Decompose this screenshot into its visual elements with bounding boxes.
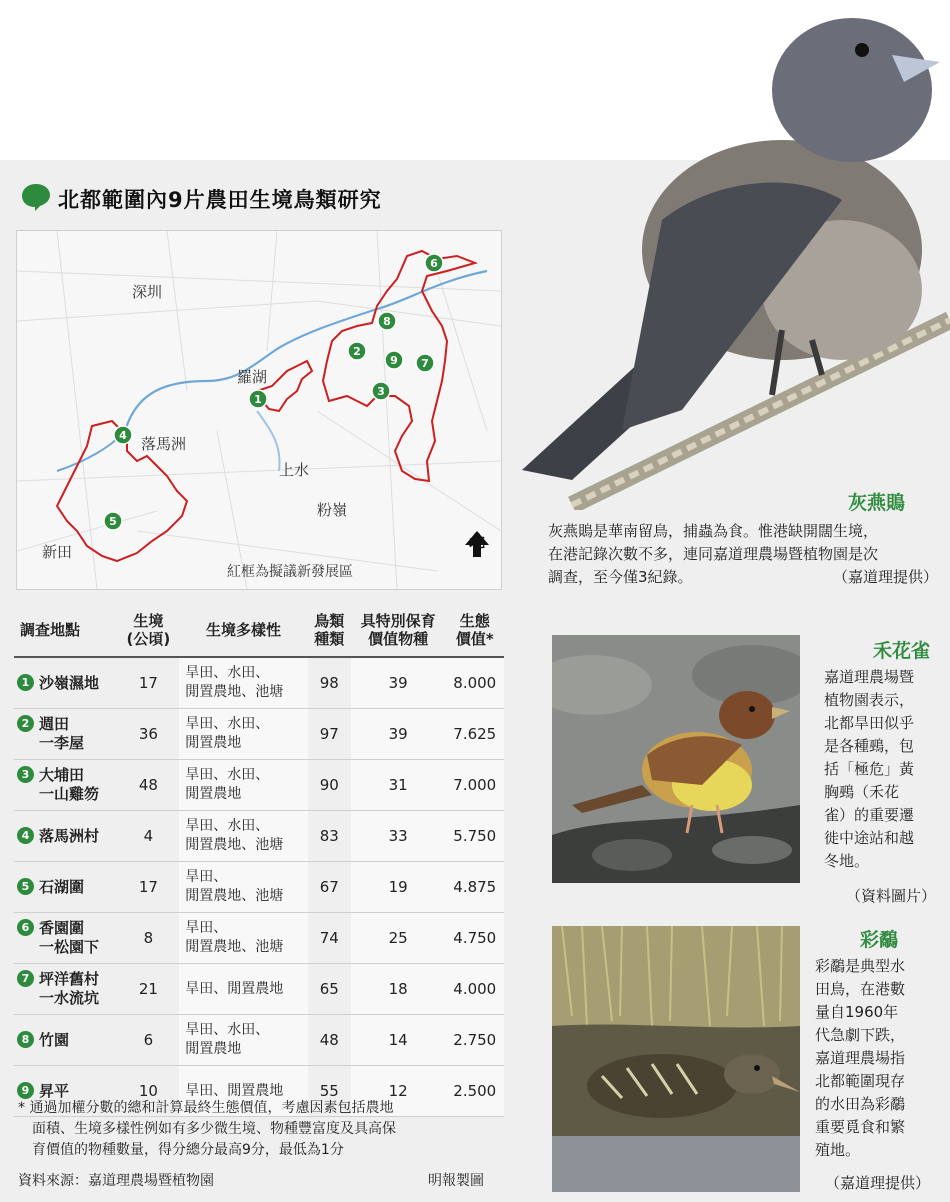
- habitat-cell: [179, 964, 308, 1015]
- habitat-line: 旱田、水田、: [185, 767, 270, 783]
- site-number-badge: 1: [17, 674, 34, 691]
- site-number-badge: 2: [17, 715, 34, 732]
- place-fanling: 粉嶺: [317, 501, 348, 519]
- north-indicator: [463, 529, 491, 552]
- footnote-line: 面積、生境多樣性例如有多少微生境、物種豐富度及具高保: [32, 1121, 396, 1137]
- table-row: [14, 760, 504, 811]
- painted-snipe-caption: [815, 955, 933, 1162]
- site-name: 竹園: [39, 1030, 70, 1049]
- site-number-badge: 4: [17, 827, 34, 844]
- site-name: 昇平: [39, 1081, 70, 1100]
- yellow-breasted-bunting-credit: （資料圖片）: [845, 887, 936, 905]
- svg-text:4: 4: [119, 429, 127, 442]
- table-row: [14, 657, 504, 709]
- svg-text:7: 7: [421, 357, 429, 370]
- header-special: 具特別保育 價值物種: [351, 604, 446, 657]
- place-san-tin: 新田: [42, 543, 73, 561]
- ecological-value-cell: 7.625: [446, 709, 504, 760]
- map-graphic: [17, 231, 501, 589]
- marker-4: [114, 426, 132, 444]
- marker-2: [348, 342, 366, 360]
- caption-line: 重要覓食和繁: [815, 1118, 906, 1136]
- caption-line: 徙中途站和越: [824, 829, 915, 847]
- ecological-value-cell: 4.750: [446, 913, 504, 964]
- area-cell: 17: [117, 657, 179, 709]
- habitat-cell: [179, 1015, 308, 1066]
- caption-line: 北都範圍現存: [815, 1072, 906, 1090]
- footnote: [18, 1098, 508, 1161]
- ecological-value-cell: 2.750: [446, 1015, 504, 1066]
- habitat-cell: [179, 760, 308, 811]
- site-cell: [14, 657, 117, 709]
- header-diversity: 生境多樣性: [179, 604, 308, 657]
- ashy-woodswallow-credit: （嘉道理提供）: [832, 568, 938, 586]
- footnote-line: * 通過加權分數的總和計算最終生態價值，考慮因素包括農地: [18, 1100, 394, 1116]
- place-lok-ma-chau: 落馬洲: [141, 435, 187, 453]
- bird-name-painted-snipe: 彩鷸: [860, 929, 899, 951]
- graphic-credit: 明報製圖: [428, 1173, 484, 1189]
- marker-8: [378, 312, 396, 330]
- site-name: 一松園下: [39, 938, 100, 956]
- svg-text:6: 6: [430, 257, 438, 270]
- caption-line: 殖地。: [815, 1141, 861, 1159]
- site-number-badge: 6: [17, 919, 34, 936]
- site-cell: [14, 964, 117, 1015]
- caption-line: 量自1960年: [815, 1003, 899, 1021]
- site-name: 沙嶺濕地: [39, 673, 100, 692]
- marker-5: [104, 512, 122, 530]
- habitat-line: 閒置農地、池塘: [185, 888, 284, 904]
- special-species-cell: 18: [351, 964, 446, 1015]
- area-cell: 48: [117, 760, 179, 811]
- special-species-cell: 19: [351, 862, 446, 913]
- road-network: [17, 231, 501, 589]
- species-cell: 83: [308, 811, 351, 862]
- painted-snipe-credit: （嘉道理提供）: [824, 1174, 930, 1192]
- habitat-cell: [179, 657, 308, 709]
- habitat-line: 閒置農地、池塘: [185, 939, 284, 955]
- site-number-badge: 3: [17, 766, 34, 783]
- ecological-value-cell: 4.875: [446, 862, 504, 913]
- special-species-cell: 39: [351, 709, 446, 760]
- table-row: [14, 811, 504, 862]
- area-cell: 17: [117, 862, 179, 913]
- place-sheung-shui: 上水: [279, 461, 310, 479]
- place-shenzhen: 深圳: [132, 283, 163, 301]
- svg-text:9: 9: [390, 354, 398, 367]
- habitat-line: 閒置農地、池塘: [185, 837, 284, 853]
- site-cell: [14, 709, 117, 760]
- caption-line: 冬地。: [824, 852, 870, 870]
- habitat-cell: [179, 862, 308, 913]
- yellow-breasted-bunting-caption: [824, 666, 936, 873]
- site-number-badge: 9: [17, 1082, 34, 1099]
- habitat-line: 旱田、: [185, 920, 228, 936]
- special-species-cell: 25: [351, 913, 446, 964]
- special-species-cell: 12: [351, 1066, 446, 1117]
- ecological-value-cell: 5.750: [446, 811, 504, 862]
- species-cell: 90: [308, 760, 351, 811]
- data-source: 資料來源：嘉道理農場暨植物園: [18, 1173, 214, 1189]
- site-name: 一水流坑: [39, 989, 100, 1007]
- area-cell: 6: [117, 1015, 179, 1066]
- map: [16, 230, 502, 590]
- footnote-line: 育價值的物種數量，得分總分最高9分，最低為1分: [32, 1142, 344, 1158]
- habitat-line: 旱田、閒置農地: [185, 980, 284, 997]
- species-cell: 67: [308, 862, 351, 913]
- special-species-cell: 14: [351, 1015, 446, 1066]
- table-row: [14, 1015, 504, 1066]
- svg-text:3: 3: [377, 385, 385, 398]
- caption-line: 括「極危」黃: [824, 760, 915, 778]
- caption-line: 雀）的重要遷: [824, 806, 915, 824]
- caption-line: 嘉道理農場暨: [824, 668, 915, 686]
- caption-line: 代急劇下跌，: [815, 1026, 906, 1044]
- special-species-cell: 33: [351, 811, 446, 862]
- ecological-value-cell: 2.500: [446, 1066, 504, 1117]
- marker-7: [416, 354, 434, 372]
- habitat-line: 旱田、水田、: [185, 716, 270, 732]
- habitat-line: 旱田、閒置農地: [185, 1082, 284, 1099]
- caption-line: 嘉道理農場指: [815, 1049, 906, 1067]
- table-row: [14, 709, 504, 760]
- site-name: 石湖圍: [39, 877, 85, 896]
- table-row: [14, 964, 504, 1015]
- habitat-cell: [179, 709, 308, 760]
- species-cell: 55: [308, 1066, 351, 1117]
- ashy-woodswallow-photo: [512, 0, 950, 510]
- special-species-cell: 39: [351, 657, 446, 709]
- area-cell: 8: [117, 913, 179, 964]
- marker-9: [385, 351, 403, 369]
- habitat-line: 旱田、水田、: [185, 1022, 270, 1038]
- north-arrow-icon: [463, 529, 491, 557]
- caption-line: 彩鷸是典型水: [815, 957, 906, 975]
- river: [125, 271, 487, 431]
- svg-text:2: 2: [353, 345, 361, 358]
- site-name: 一山雞笏: [39, 785, 100, 803]
- area-cell: 36: [117, 709, 179, 760]
- species-cell: 98: [308, 657, 351, 709]
- header-area: 生境 (公頃): [117, 604, 179, 657]
- area-cell: 10: [117, 1066, 179, 1117]
- table-row: [14, 913, 504, 964]
- habitat-line: 閒置農地: [185, 786, 242, 802]
- site-cell: [14, 760, 117, 811]
- habitat-line: 閒置農地: [185, 735, 242, 751]
- site-name: 大埔田: [39, 766, 85, 784]
- habitat-line: 閒置農地、池塘: [185, 684, 284, 700]
- bird-name-ashy-woodswallow: 灰燕鵙: [848, 492, 906, 514]
- site-number-badge: 5: [17, 878, 34, 895]
- ashy-woodswallow-caption: 灰燕鵙是華南留鳥，捕蟲為食。惟港缺開闊生境， 在港記錄次數不多，連同嘉道理農場暨植物園是次 調查，至今僅3紀錄。 （嘉道理提供）: [548, 520, 938, 589]
- ecological-value-cell: 4.000: [446, 964, 504, 1015]
- marker-1: [249, 390, 267, 408]
- svg-text:5: 5: [109, 515, 117, 528]
- site-number-badge: 8: [17, 1031, 34, 1048]
- site-name: 週田: [39, 715, 70, 733]
- area-cell: 4: [117, 811, 179, 862]
- ecological-value-cell: 8.000: [446, 657, 504, 709]
- area-cell: 21: [117, 964, 179, 1015]
- header-site: 調查地點: [14, 604, 117, 657]
- species-cell: 97: [308, 709, 351, 760]
- caption-line: 是各種鵐，包: [824, 737, 915, 755]
- habitat-line: 閒置農地: [185, 1041, 242, 1057]
- habitat-cell: [179, 913, 308, 964]
- table-header-row: [14, 604, 504, 657]
- header-species: 鳥類 種類: [308, 604, 351, 657]
- page-title: 北都範圍內9片農田生境鳥類研究: [58, 188, 382, 212]
- site-cell: [14, 862, 117, 913]
- site-cell: [14, 1015, 117, 1066]
- site-number-badge: 7: [17, 970, 34, 987]
- header-value: 生態 價值*: [446, 604, 504, 657]
- svg-text:1: 1: [254, 393, 262, 406]
- caption-line: 的水田為彩鷸: [815, 1095, 906, 1113]
- survey-table: [14, 604, 504, 1117]
- caption-line: 植物園表示，: [824, 691, 915, 709]
- site-cell: [14, 913, 117, 964]
- yellow-breasted-bunting-photo: [552, 635, 800, 883]
- caption-line: 胸鵐（禾花: [824, 783, 900, 801]
- habitat-cell: [179, 811, 308, 862]
- marker-6: [425, 254, 443, 272]
- map-caption: 紅框為擬議新發展區: [227, 564, 353, 580]
- site-cell: [14, 811, 117, 862]
- bird-name-yellow-breasted-bunting: 禾花雀: [873, 640, 931, 662]
- species-cell: 65: [308, 964, 351, 1015]
- species-cell: 48: [308, 1015, 351, 1066]
- special-species-cell: 31: [351, 760, 446, 811]
- site-name: 一李屋: [39, 734, 85, 752]
- table-row: [14, 862, 504, 913]
- speech-bubble-icon: [20, 182, 52, 212]
- title-bar: [14, 172, 534, 224]
- caption-line: 田鳥，在港數: [815, 980, 906, 998]
- site-name: 香園圍: [39, 919, 85, 937]
- svg-text:8: 8: [383, 315, 391, 328]
- site-name: 坪洋舊村: [39, 970, 100, 988]
- habitat-line: 旱田、: [185, 869, 228, 885]
- habitat-line: 旱田、水田、: [185, 818, 270, 834]
- ecological-value-cell: 7.000: [446, 760, 504, 811]
- marker-3: [372, 382, 390, 400]
- caption-line: 北都旱田似乎: [824, 714, 915, 732]
- habitat-line: 旱田、水田、: [185, 665, 270, 681]
- painted-snipe-photo: [552, 926, 800, 1192]
- species-cell: 74: [308, 913, 351, 964]
- site-name: 落馬洲村: [39, 826, 100, 845]
- place-luohu: 羅湖: [237, 368, 268, 386]
